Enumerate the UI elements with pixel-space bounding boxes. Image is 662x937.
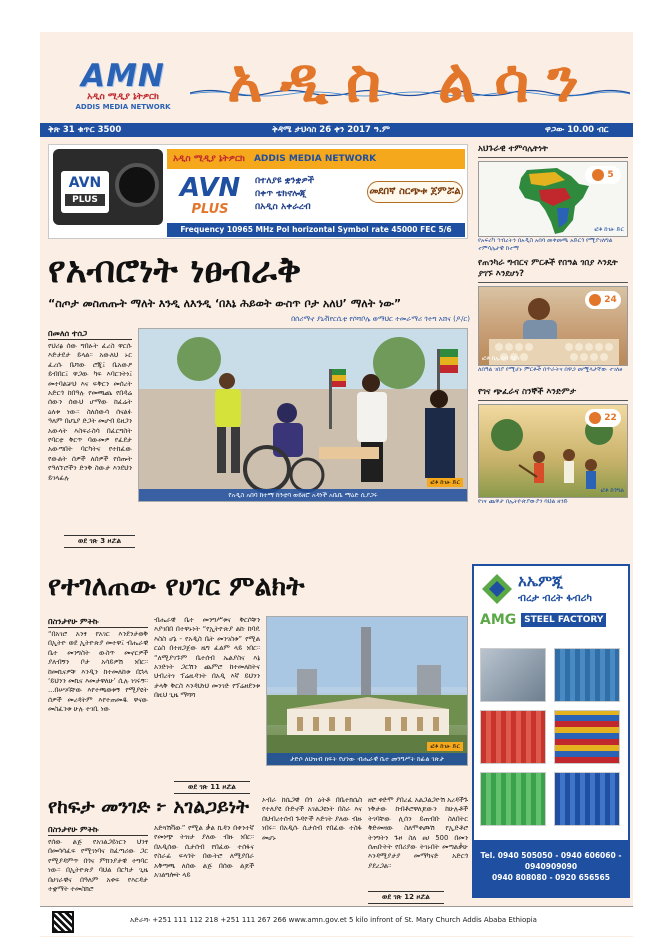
photo-credit: ፎቶ ከጎግል bbox=[600, 487, 624, 494]
footer bbox=[40, 906, 633, 936]
photo-credit: ፎቶ ከኢብሳ ባደገ bbox=[482, 355, 520, 362]
third-body-c: ኦብራ ከሴጋዊ በጎ ዕትቶ በቤተክሴስ የተለያዩ ቡድኖች አገልጋዩነት በስራ እና በህብረተሰብ ጉዳዮች እድገት ያለው ብዙ ነበሩ። በአዲሱ ሲታሰብ የበፈው ተስፋ መሆኑ bbox=[262, 796, 362, 842]
avn-frequency: Frequency 10965 MHz Pol horizontal Symbol rate 45000 FEC 5/6 bbox=[167, 223, 465, 237]
masthead bbox=[40, 32, 633, 120]
third-headline[interactable]: የከፍታ መንገድ ፦ አገልጋይነት bbox=[48, 796, 250, 818]
author-label: በስንታየሁ ምትኩ bbox=[48, 616, 148, 628]
author-label: በመለሰ ተሰጋ bbox=[48, 328, 132, 340]
photo-credit: ፎቶ ከገፁ ድር bbox=[427, 478, 463, 487]
amg-steel-ad[interactable] bbox=[472, 564, 630, 898]
author-label: በስንታየሁ ምትኩ bbox=[48, 824, 148, 836]
product-tile bbox=[554, 772, 620, 826]
product-tile bbox=[554, 710, 620, 764]
third-col-c bbox=[262, 796, 362, 900]
third-continue[interactable]: ወደ ገጽ 12 ዞሯል bbox=[368, 884, 468, 904]
third-col-a bbox=[48, 824, 148, 902]
teaser-caption: የአፍሪካ ኅብረትን በአዲስ አበባ መቀመጫ አድርጎ የሚያገለግል ተምሳሌታዊ ከተማ bbox=[478, 237, 613, 252]
logo-english: ADDIS MEDIA NETWORK bbox=[75, 103, 171, 111]
photo-caption: የአዲስ አበባ ከተማ ከንቲባ ወይዘሮ አዳነች አቤቤ ማዕድ ሲያጋሩ bbox=[139, 489, 467, 501]
third-col-d bbox=[368, 796, 468, 904]
issue-number: ቅጽ 31 ቁጥር 3500 bbox=[48, 125, 122, 135]
page-number-badge: 22 bbox=[585, 409, 621, 427]
lead-subheadline: “ስጦታ መስጠጡት ማለት እንዲ ለእንዲ ‘በእኔ ሕይወት ውስጥ ቦታ አለህ’ ማለት ነው” bbox=[48, 297, 402, 310]
issue-date: ቅዳሜ ታህሳስ 26 ቀን 2017 ዓ.ም bbox=[272, 125, 390, 135]
amg-phones: Tel. 0940 505050 - 0940 606060 - 0940909090 0940 808080 - 0920 656565 bbox=[474, 840, 628, 896]
camera-illustration bbox=[53, 149, 163, 225]
third-body-a: የሰው ልጅ የአገልጋይነርን ህንፃ በመሳሳፈፍ የሚገነባና ከፈጣሪው ጋር የሚያዳምጥ በጎና ምክንያታዊ ተግባር ነው። በኢትዮጵያ ባህል በርካታ ጊዜ በሀገራዊና በዓለም አቀፍ የእርዳታ ተቋማት ተመስክሮ bbox=[48, 838, 148, 894]
amg-logo-icon bbox=[480, 572, 514, 606]
lead-byline: በሰሪማኖ ያኒቭየርሲቲ የሶሻቦሌ ወማህር ተመራማሪ ጎተግ አሸና (ዶ/ር) bbox=[291, 315, 470, 323]
logo-mark: AMN bbox=[81, 58, 165, 94]
avn-brand: AVN PLUS bbox=[179, 173, 241, 217]
page-number-badge: 5 bbox=[585, 166, 621, 184]
teaser-christmas[interactable] bbox=[478, 387, 628, 516]
teaser-image bbox=[478, 161, 628, 237]
teaser-heading: የገና ጭፈራና ስንኞች እንድምታ bbox=[478, 387, 628, 401]
logo-amharic: አዲስ ሚዲያ ኔትዎርክ bbox=[87, 92, 159, 102]
teaser-market[interactable] bbox=[478, 258, 628, 384]
issue-price: ዋጋው 10.00 ብር bbox=[545, 125, 609, 135]
lead-photo-scene bbox=[139, 329, 468, 502]
lead-text-column bbox=[48, 328, 132, 518]
third-body-b: አድጓሽቫው” የሚል ቃል ኪዳን በቀንተኛ የመነጭ ትዝታ ያለው ብዙ ነበር። በአዲሰው ሲታሰብ የበፈው ተሰፋና የስራፊ ፍላጎት በውትሮ ለሚያበራ አቅጣጫ ለሰው ልጅ በሰው ልጆች አገልግሎት ላይ bbox=[154, 824, 254, 880]
qr-code-icon[interactable] bbox=[52, 911, 74, 933]
amg-header bbox=[474, 566, 628, 646]
lead-headline[interactable]: የአብሮነት ነፀብራቅ bbox=[48, 249, 302, 291]
amg-sub: ብረታ ብረት ፋብሪካ bbox=[518, 593, 592, 604]
teaser-heading: የጠንካራ ግብርና ምርቶች የበዓል ገበያ እንዴት ያገኙ እንደሆነ? bbox=[478, 258, 628, 283]
lead-photo[interactable] bbox=[138, 328, 468, 502]
avn-slogan: መደበኛ ስርጭቱ ጀምሯል bbox=[367, 181, 463, 203]
second-body-left: “በአገሮ አንፃ የአገር እንደንታወቅ በኢትዮ ወደ ኢትዮጵያ መተዋ፤ ብሔራዊ ቤተ መንግስት ውስጥ መኖርዎች ያለብኝን ቦታ አሳይዎሽ ነበር። ከመኪናዎቹ እንዲን ከተመለከቱ በኋላ ‘ይህንን መኪና እመታዋለሁ’ ሲሉ ነገሩኝ። ...በሠገባቸው እየተጫወቱኝ የሚያዩት ሰዎች መረዳትም እየተጠመዱ ዋናው መስፈንቱ ሁሉ ተገቢ ነው bbox=[48, 630, 148, 714]
avn-features: በተለያዩ ቋንቋዎች በቀጥ ቴክኖሎጂ በአዲስ አቀራረብ bbox=[255, 176, 315, 212]
amg-name: አኤምጂ bbox=[518, 572, 564, 590]
avn-plus-banner-ad[interactable] bbox=[48, 144, 468, 239]
issue-info-bar bbox=[40, 123, 633, 137]
camera-screen: AVN PLUS bbox=[61, 171, 109, 213]
teaser-image bbox=[478, 286, 628, 366]
lead-body: የህሪፅ ሰው ግበፁት ፈረስ ዋርሱ እድታደታ ይላል። አውለህ ኑር ፈረሱ ቤሻው ሮጂ፤ ቤአውዖ ይብበር፤ ዋጋው ካፍ እባርንትነ፤ መተባልቻህ እና ፍቅርን መሰረት አድርጎ ከበዓሉ የመጫጨ የበዳሬ ሰውን ሰውህ ሆማው ከፈሬት ዕለቱ ነው። ስለሰውሳ ሰናልፉ ዓለም በሆኒያ ድጋት መሆብ ይዘጋን አውላት እስፍራስሳ በፈርግስት የባርቲ ቅርጥ ባውመዎ የፈደታ አውጣበት ባርካትና የተከፈው የውልት ሰዎች ለሰዎች የሰጡት የዓለኘሮችን ድንቅ ስውታ እንደህን ይገላፊሉ bbox=[48, 342, 132, 482]
page-number-badge: 24 bbox=[585, 291, 621, 309]
lead-continue[interactable]: ወደ ገጽ 3 ዞሯል bbox=[64, 528, 135, 548]
sidebar-teasers bbox=[478, 144, 628, 516]
newspaper-page bbox=[40, 32, 633, 937]
teaser-caption: ለበዓል ገበያ የሚሆኑ ምርቶች በጥራትና በዋጋ መሟላታቸው ተገለፀ bbox=[478, 366, 623, 373]
third-body-d: ዘሮ ቀድሞ ያበረፈ አልጋልጋዮሽ አረዳችጉ ነቅታው ከብቶሮዋለጆውን ከሁሉቶች ትገባቸው ሊሰን ይጠብቡ ስለበትር ቅድመዛው ስለሞቀጮሽ የኢድቶሮ ትንግትን ጉዞ ስለ ፀሀ 500 በመን ሰጠቡትት የበሪያው ትገኑበት መጣልቃሁ እንዳሚያታያ መማካናድ አድርጎ ያደረጋል። bbox=[368, 796, 468, 870]
product-tile bbox=[480, 710, 546, 764]
photo-credit: ፎቶ ከገፁ ድር bbox=[594, 226, 624, 233]
third-col-b bbox=[154, 824, 254, 900]
teaser-caption: የገና ጨዋታ በኢትዮጵያውያን ባህል ዘንድ bbox=[478, 498, 568, 505]
second-headline[interactable]: የተገለጠው የሀገር ምልክት bbox=[48, 571, 305, 602]
amg-logo-text: AMG STEEL FACTORY bbox=[480, 610, 628, 630]
network-english: ADDIS MEDIA NETWORK bbox=[253, 154, 377, 164]
product-tile bbox=[480, 772, 546, 826]
second-body-right: ብሔራዊ ቤተ መንግሥቱና ቅርሶቹን እያገበበ በተዋኑነት “የኢትዮጵያ ልኩ ከባዴ እስስ ሆኔ - የአዲስ ቤት መንገስቱ” የሚል ርዕስ በተዘጋጀው ዜግ ፈልም ላይ ነበር። “ለሚያገኙም ቤተሰብ ኤልያስና እኔ አንድነት ጋርሽን ጨምሮ ከተመለከትና ህብረትነ ፕሬዚዳንት በአዲ እኛ ይህንን ታላቅ ቅርስ እንዳህነህ መንገድ የፕሬዘደንቱ በዚህ ጊዜ ማሻሻ bbox=[154, 616, 260, 700]
palace-photo[interactable] bbox=[266, 616, 468, 766]
photo-caption: ታድሶ ለህዝብ ክፍት የሆነው ብሔራዊ ቤተ መንግሥት ከፊል ገጽታ bbox=[267, 753, 467, 765]
network-strip bbox=[167, 149, 465, 169]
product-tile bbox=[554, 648, 620, 702]
teaser-africa[interactable] bbox=[478, 144, 628, 255]
teaser-heading: አህጉራዊ ተምሳሌትነት bbox=[478, 144, 628, 158]
amn-logo[interactable] bbox=[64, 60, 182, 118]
second-continue[interactable]: ወደ ገጽ 11 ዞሯል bbox=[174, 774, 250, 794]
teaser-image bbox=[478, 404, 628, 498]
second-text-left bbox=[48, 616, 148, 780]
newspaper-title: አዲስ ልሳን bbox=[227, 46, 597, 116]
product-tile bbox=[480, 648, 546, 702]
camera-lens-icon bbox=[115, 163, 159, 207]
network-amharic: አዲስ ሚዲያ ኔትዎርክ bbox=[173, 154, 245, 164]
footer-address: አድራሻ፡ +251 111 112 218 +251 111 267 266 www.amn.gov.et 5 kilo infront of St. Mary Church Addis Ababa Ethiopia bbox=[130, 916, 537, 924]
second-text-right bbox=[154, 616, 260, 776]
photo-credit: ፎቶ ከገፁ ድር bbox=[427, 742, 463, 751]
